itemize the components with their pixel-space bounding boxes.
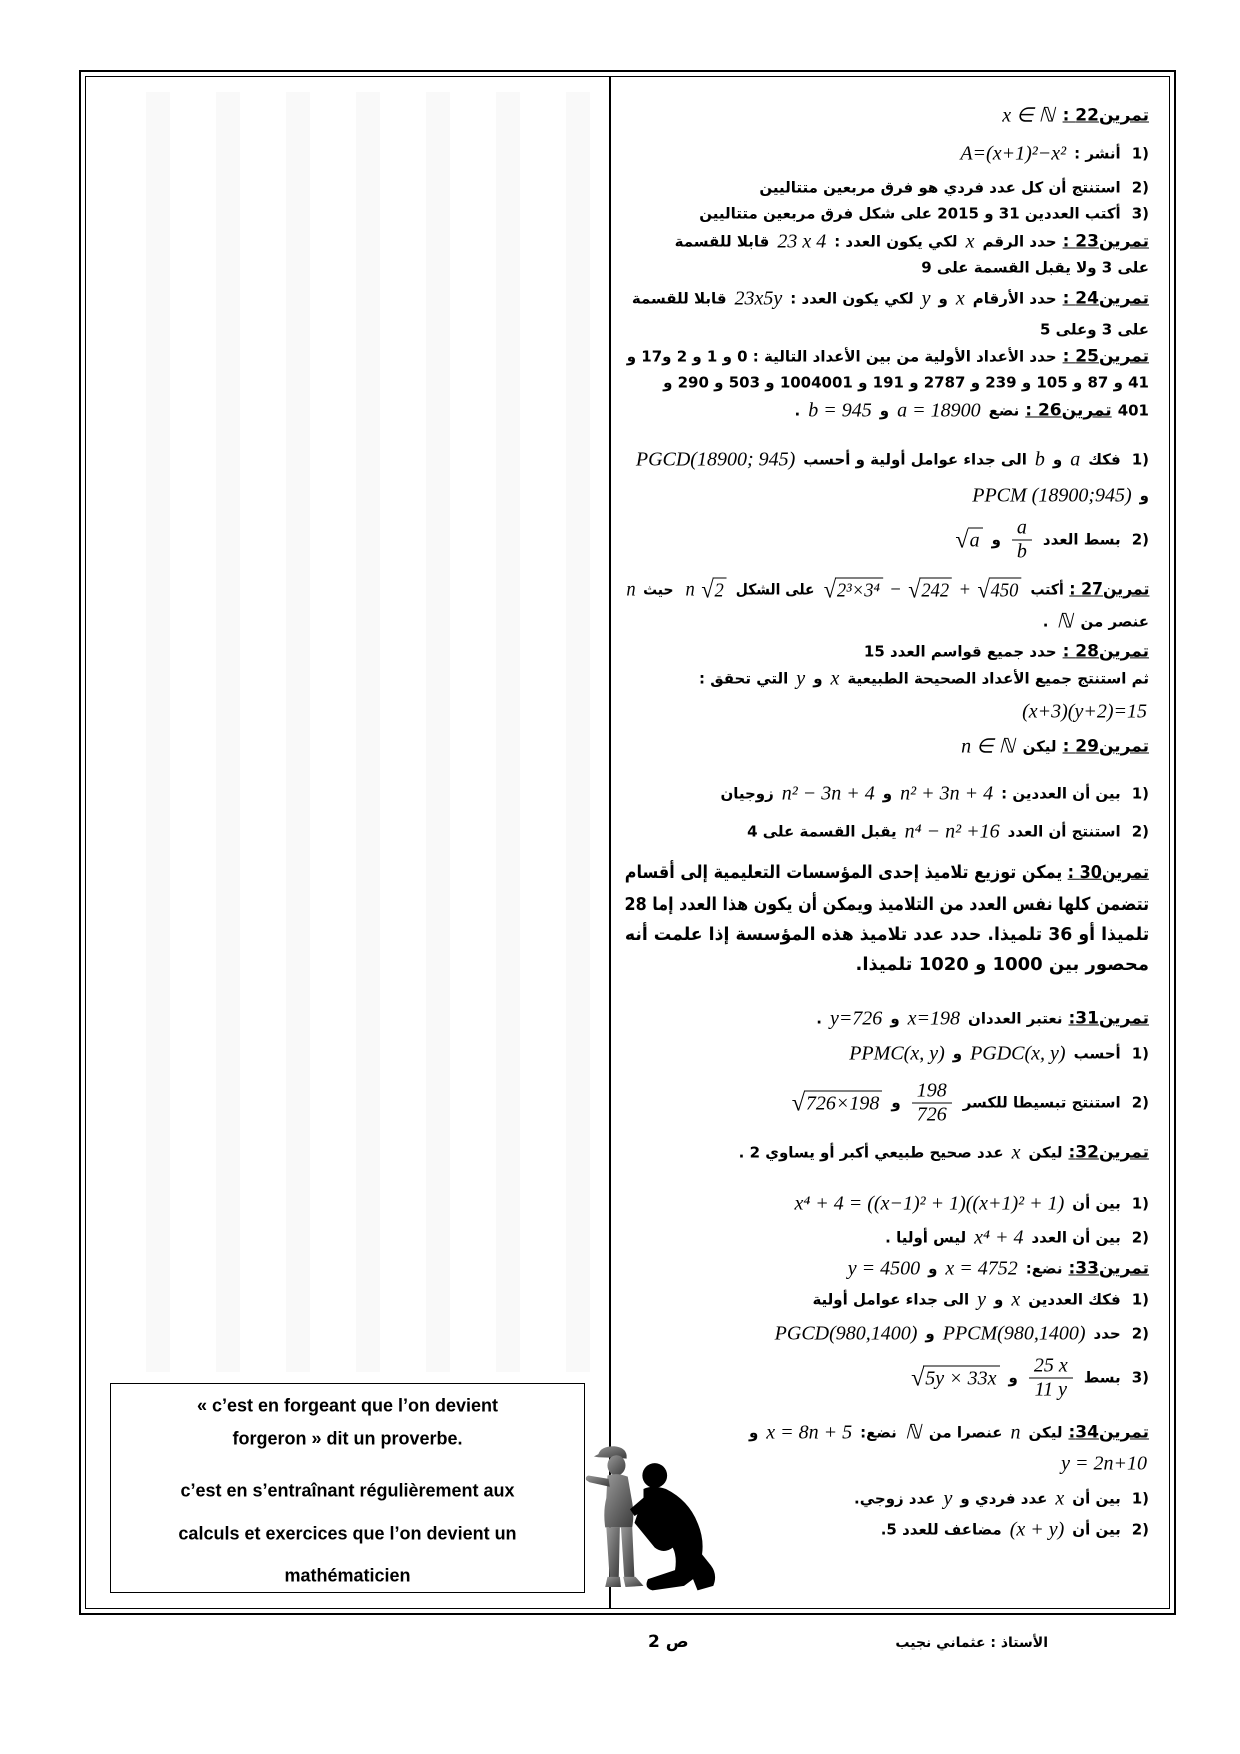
exercise-text: 41 و 87 و 105 و 239 و 2787 و 191 و 1004001 و 503 و 290 و bbox=[663, 373, 1149, 392]
exercise-text: بسط العدد bbox=[1042, 530, 1121, 549]
exercise-text: حدد الأعداد الأولية من بين الأعداد التالية : 0 و 1 و 2 و17 و bbox=[626, 347, 1057, 366]
exercise-text: حدد جميع قواسم العدد 15 bbox=[863, 642, 1057, 661]
exercise-title: تمرين33: bbox=[1068, 1258, 1149, 1279]
exercise-line bbox=[746, 1421, 1152, 1446]
question-number: 1) bbox=[1131, 450, 1149, 469]
exercise-text: و bbox=[1139, 486, 1149, 505]
quote-box bbox=[110, 1383, 585, 1593]
exercise-text: عدد صحيح طبيعي أكبر أو يساوي 2 . bbox=[738, 1143, 1004, 1162]
square-root bbox=[955, 528, 982, 553]
exercise-text: عدد زوجي. bbox=[854, 1489, 936, 1508]
exercise-line bbox=[792, 399, 1152, 424]
fraction bbox=[1012, 517, 1032, 564]
quote-line: c’est en s’entraînant régulièrement aux bbox=[180, 1480, 515, 1501]
exercise-line bbox=[717, 782, 1152, 807]
question-number: 1) bbox=[1131, 1290, 1149, 1309]
quote-line: calculs et exercices que l’on devient un bbox=[178, 1523, 517, 1544]
math-expression: a = 18900 bbox=[897, 399, 981, 422]
math-expression: n bbox=[685, 578, 695, 601]
exercise-title: تمرين31: bbox=[1068, 1008, 1149, 1029]
math-expression: n ∈ ℕ bbox=[961, 735, 1015, 758]
exercise-text: فكك العددين bbox=[1028, 1290, 1121, 1309]
exercise-line bbox=[1056, 1452, 1152, 1477]
exercise-text: استنتج تبسيطا للكسر bbox=[962, 1093, 1121, 1112]
exercise-line bbox=[955, 142, 1152, 167]
exercise-line bbox=[770, 1322, 1152, 1347]
exercise-line bbox=[918, 259, 1152, 278]
fraction-numerator: 198 bbox=[912, 1080, 952, 1104]
square-root bbox=[701, 578, 726, 603]
fraction-denominator: 11 y bbox=[1034, 1378, 1067, 1401]
exercise-text: و bbox=[938, 289, 948, 308]
exercise-line bbox=[809, 1288, 1152, 1313]
math-expression: PGCD(980,1400) bbox=[774, 1322, 918, 1345]
exercise-text: . bbox=[1042, 612, 1049, 631]
exercise-text: نضع: bbox=[860, 1423, 897, 1442]
quote-line: forgeron » dit un proverbe. bbox=[232, 1428, 463, 1449]
question-number: 2) bbox=[1131, 822, 1149, 841]
question-number: 1) bbox=[1131, 1489, 1149, 1508]
question-number: 2) bbox=[1131, 530, 1149, 549]
exercise-line bbox=[631, 448, 1152, 473]
background-stripes bbox=[100, 92, 600, 1372]
father-child-silhouette bbox=[584, 1444, 721, 1596]
exercise-line bbox=[882, 1226, 1152, 1251]
math-expression: ℕ bbox=[904, 1421, 921, 1444]
math-expression: n bbox=[1010, 1421, 1021, 1444]
exercise-text: مضاعف للعدد 5. bbox=[880, 1520, 1002, 1539]
math-expression: b bbox=[1034, 448, 1045, 471]
exercise-text: على 3 ولا يقبل القسمة على 9 bbox=[921, 258, 1149, 277]
exercise-text: استنتج أن كل عدد فردي هو فرق مربعين متتاليين bbox=[759, 178, 1121, 197]
exercise-line bbox=[1017, 700, 1152, 725]
exercise-text: بين أن bbox=[1072, 1520, 1121, 1539]
math-expression: x = 8n + 5 bbox=[766, 1421, 853, 1444]
math-expression: b = 945 bbox=[808, 399, 872, 422]
page-number: ص 2 bbox=[648, 1632, 689, 1652]
column-divider bbox=[609, 76, 611, 1609]
math-expression: PGDC(x, y) bbox=[970, 1042, 1066, 1065]
exercise-line bbox=[853, 954, 1153, 977]
math-expression: y bbox=[796, 667, 806, 690]
math-expression: PPCM(980,1400) bbox=[942, 1322, 1086, 1345]
exercise-text: على 3 وعلى 5 bbox=[1040, 320, 1149, 339]
exercise-title: تمرين27 : bbox=[1069, 579, 1150, 600]
math-expression-group bbox=[822, 578, 1023, 603]
exercise-text: أكتب العددين 31 و 2015 على شكل فرق مربعين متتاليين bbox=[699, 204, 1121, 223]
exercise-text: تتضمن كلها نفس العدد من التلاميذ ويمكن أن يكون هذا العدد إما 28 bbox=[624, 893, 1150, 915]
fraction bbox=[1029, 1355, 1073, 1402]
exercise-title: تمرين32: bbox=[1068, 1142, 1149, 1163]
question-number: 2) bbox=[1131, 1228, 1149, 1247]
exercise-text: و bbox=[994, 1290, 1004, 1309]
exercise-text: أحسب bbox=[1073, 1044, 1121, 1063]
math-expression: x bbox=[965, 230, 975, 253]
math-expression: PPCM (18900;945) bbox=[972, 484, 1132, 507]
math-expression: n² − 3n + 4 bbox=[781, 782, 875, 805]
square-root bbox=[792, 1091, 883, 1116]
exercise-line bbox=[905, 1355, 1152, 1402]
math-expression: PPMC(x, y) bbox=[849, 1042, 945, 1065]
exercise-text: . bbox=[794, 401, 801, 420]
exercise-text: بسط bbox=[1083, 1368, 1121, 1387]
exercise-text: بين أن العدد bbox=[1031, 1228, 1121, 1247]
exercise-title: تمرين24 : bbox=[1062, 288, 1149, 309]
math-expression: x⁴ + 4 = ((x−1)² + 1)((x+1)² + 1) bbox=[794, 1192, 1065, 1215]
exercise-title: تمرين34: bbox=[1068, 1422, 1149, 1443]
exercise-line bbox=[997, 104, 1152, 129]
question-number: 1) bbox=[1131, 144, 1149, 163]
exercise-text: زوجيان bbox=[720, 784, 774, 803]
exercise-text: ليس أوليا . bbox=[885, 1228, 967, 1247]
exercise-text: قابلا للقسمة bbox=[674, 232, 770, 251]
exercise-text: الى جداء عوامل أولية و أحسب bbox=[803, 450, 1027, 469]
square-root bbox=[977, 578, 1021, 603]
adult-silhouette bbox=[630, 1463, 715, 1590]
exercise-line bbox=[851, 1487, 1152, 1512]
exercise-text: أكتب bbox=[1030, 580, 1064, 599]
exercise-text: و bbox=[952, 1044, 963, 1063]
math-expression: A=(x+1)²−x² bbox=[960, 142, 1067, 165]
exercise-title: تمرين22 : bbox=[1062, 105, 1149, 126]
exercise-line bbox=[878, 1518, 1152, 1543]
exercise-line bbox=[660, 374, 1152, 393]
exercise-line bbox=[949, 517, 1152, 564]
math-expression: 23 x 4 bbox=[777, 230, 827, 253]
math-expression: x bbox=[1011, 1141, 1021, 1164]
exercise-line bbox=[843, 1257, 1152, 1282]
exercise-text: فكك bbox=[1088, 450, 1121, 469]
exercise-text: و bbox=[991, 530, 1001, 549]
exercise-text: عنصر من bbox=[1080, 612, 1149, 631]
exercise-text: ليكن bbox=[1028, 1143, 1063, 1162]
exercise-line bbox=[1040, 610, 1152, 635]
exercise-text: يقبل القسمة على 4 bbox=[747, 822, 897, 841]
question-number: 2) bbox=[1131, 178, 1149, 197]
exercise-line bbox=[789, 1192, 1152, 1217]
math-expression: 23x5y bbox=[734, 287, 783, 310]
exercise-line bbox=[622, 894, 1152, 917]
exercise-line bbox=[1037, 321, 1152, 340]
fraction-denominator: 726 bbox=[916, 1103, 947, 1126]
exercise-text: قابلا للقسمة bbox=[631, 289, 727, 308]
math-expression-group bbox=[681, 578, 728, 603]
exercise-line bbox=[744, 820, 1152, 845]
exercise-text: على الشكل bbox=[735, 580, 815, 599]
math-expression: + bbox=[958, 578, 971, 601]
question-number: 3) bbox=[1131, 204, 1149, 223]
exercise-line bbox=[756, 179, 1152, 198]
quote-line: mathématicien bbox=[284, 1565, 411, 1586]
exercise-text: الى جداء عوامل أولية bbox=[812, 1290, 970, 1309]
exercise-text: و bbox=[813, 669, 823, 688]
math-expression: − bbox=[889, 578, 902, 601]
exercise-text: يمكن توزيع تلاميذ إحدى المؤسسات التعليمية إلى أقسام bbox=[625, 861, 1063, 883]
exercise-text: حدد الرقم bbox=[982, 232, 1057, 251]
exercise-title: تمرين25 : bbox=[1062, 346, 1149, 367]
teacher-name: الأستاذ : عثماني نجيب bbox=[895, 1635, 1048, 1651]
square-root bbox=[824, 578, 883, 603]
math-expression: x bbox=[955, 287, 965, 310]
exercise-line bbox=[622, 578, 1152, 603]
math-expression: PGCD(18900; 945) bbox=[635, 448, 796, 471]
exercise-text: ليكن bbox=[1022, 737, 1057, 756]
exercise-line bbox=[967, 484, 1152, 509]
radicand: √ 2³×3⁴ bbox=[835, 578, 883, 603]
exercise-line bbox=[844, 1042, 1152, 1067]
exercise-text: و bbox=[925, 1324, 935, 1343]
fraction-numerator: 25 x bbox=[1029, 1355, 1073, 1379]
radicand: √ 2 bbox=[712, 578, 726, 603]
exercise-line bbox=[622, 924, 1152, 947]
exercise-text: . bbox=[816, 1009, 822, 1028]
fraction bbox=[912, 1080, 952, 1127]
exercise-text: محصور بين 1000 و 1020 تلميذا. bbox=[855, 953, 1149, 975]
radicand: √ 450 bbox=[989, 578, 1021, 603]
exercise-line bbox=[813, 1007, 1152, 1032]
math-expression: (x + y) bbox=[1009, 1518, 1065, 1541]
radicand: √ 5y × 33x bbox=[923, 1366, 999, 1391]
exercise-text: بين أن العددين : bbox=[1001, 784, 1121, 803]
exercise-text: تلميذا أو 36 تلميذا. حدد عدد تلاميذ هذه المؤسسة إذا علمت أنه bbox=[624, 923, 1150, 945]
question-number: 1) bbox=[1131, 784, 1149, 803]
exercise-text: حدد الأرقام bbox=[972, 289, 1057, 308]
exercise-text: عدد فردي و bbox=[960, 1489, 1048, 1508]
exercise-text: و bbox=[928, 1259, 938, 1278]
math-expression: y = 2n+10 bbox=[1061, 1452, 1147, 1475]
exercise-text: و bbox=[891, 1093, 901, 1112]
exercise-line bbox=[786, 1080, 1152, 1127]
exercise-text: نضع: bbox=[1025, 1259, 1063, 1278]
math-expression: (x+3)(y+2)=15 bbox=[1022, 700, 1147, 723]
question-number: 1) bbox=[1131, 1194, 1149, 1213]
math-expression: n⁴ − n² +16 bbox=[904, 820, 1000, 843]
exercise-line bbox=[672, 230, 1152, 255]
exercise-line bbox=[861, 641, 1152, 662]
exercise-text: و bbox=[890, 1009, 900, 1028]
exercise-text: و bbox=[1052, 450, 1063, 469]
fraction-denominator: b bbox=[1016, 540, 1027, 563]
exercise-text: التي تحقق : bbox=[699, 669, 789, 688]
square-root bbox=[911, 1366, 999, 1391]
math-expression: x=198 bbox=[907, 1007, 961, 1030]
exercise-text: و bbox=[1008, 1368, 1018, 1387]
math-expression: y = 4500 bbox=[847, 1257, 921, 1280]
radicand: √ 242 bbox=[919, 578, 951, 603]
exercise-line bbox=[736, 1141, 1152, 1166]
exercise-text: و bbox=[748, 1423, 759, 1442]
exercise-text: بين أن bbox=[1072, 1489, 1121, 1508]
exercise-line bbox=[624, 346, 1152, 367]
math-expression: x⁴ + 4 bbox=[974, 1226, 1024, 1249]
question-number: 2) bbox=[1131, 1093, 1149, 1112]
question-number: 3) bbox=[1131, 1368, 1149, 1387]
exercise-text: بين أن bbox=[1072, 1194, 1121, 1213]
math-expression: a bbox=[1070, 448, 1081, 471]
exercise-text: أنشر : bbox=[1074, 144, 1121, 163]
exercise-text: عنصرا من bbox=[928, 1423, 1003, 1442]
math-expression: x bbox=[1055, 1487, 1065, 1510]
exercise-title: تمرين28 : bbox=[1062, 641, 1149, 662]
exercise-text: استنتج أن العدد bbox=[1007, 822, 1121, 841]
exercise-text: ليكن bbox=[1028, 1423, 1063, 1442]
math-expression: n² + 3n + 4 bbox=[900, 782, 994, 805]
math-expression: x = 4752 bbox=[945, 1257, 1018, 1280]
question-number: 1) bbox=[1131, 1044, 1149, 1063]
quote-line: « c’est en forgeant que l’on devient bbox=[196, 1395, 499, 1416]
exercise-title: تمرين29 : bbox=[1062, 736, 1149, 757]
radicand: √ 726×198 bbox=[804, 1091, 883, 1116]
exercise-text: لكي يكون العدد : bbox=[834, 232, 958, 251]
math-expression: ℕ bbox=[1056, 610, 1073, 633]
exercise-text: ثم استنتج جميع الأعداد الصحيحة الطبيعية bbox=[847, 669, 1149, 688]
math-expression: x bbox=[830, 667, 840, 690]
exercise-text: 401 bbox=[1117, 401, 1149, 420]
exercise-title: تمرين23 : bbox=[1062, 231, 1149, 252]
exercise-line bbox=[622, 862, 1152, 885]
square-root bbox=[908, 578, 952, 603]
exercise-text: لكي يكون العدد : bbox=[790, 289, 914, 308]
exercise-line bbox=[956, 735, 1152, 760]
math-expression: y bbox=[921, 287, 931, 310]
math-expression: n bbox=[626, 578, 636, 601]
child-silhouette bbox=[586, 1446, 644, 1587]
exercise-text: و bbox=[879, 401, 890, 420]
question-number: 2) bbox=[1131, 1520, 1149, 1539]
radicand: √ a bbox=[968, 528, 983, 553]
exercise-text: حيث bbox=[642, 580, 674, 599]
exercise-title: تمرين26 : bbox=[1025, 400, 1112, 421]
exercise-line bbox=[696, 205, 1152, 224]
math-expression: y bbox=[977, 1288, 987, 1311]
math-expression: y bbox=[943, 1487, 953, 1510]
exercise-text: نعتبر العددان bbox=[968, 1009, 1063, 1028]
math-expression: x ∈ ℕ bbox=[1002, 104, 1055, 127]
exercise-text: حدد bbox=[1093, 1324, 1121, 1343]
math-expression: y=726 bbox=[829, 1007, 883, 1030]
exercise-text: و bbox=[882, 784, 893, 803]
exercise-line bbox=[696, 667, 1152, 692]
fraction-numerator: a bbox=[1012, 517, 1032, 541]
exercise-title: تمرين30 : bbox=[1067, 861, 1150, 883]
math-expression: x bbox=[1011, 1288, 1021, 1311]
question-number: 2) bbox=[1131, 1324, 1149, 1343]
exercise-line bbox=[629, 287, 1152, 312]
exercise-text: نضع bbox=[988, 401, 1020, 420]
